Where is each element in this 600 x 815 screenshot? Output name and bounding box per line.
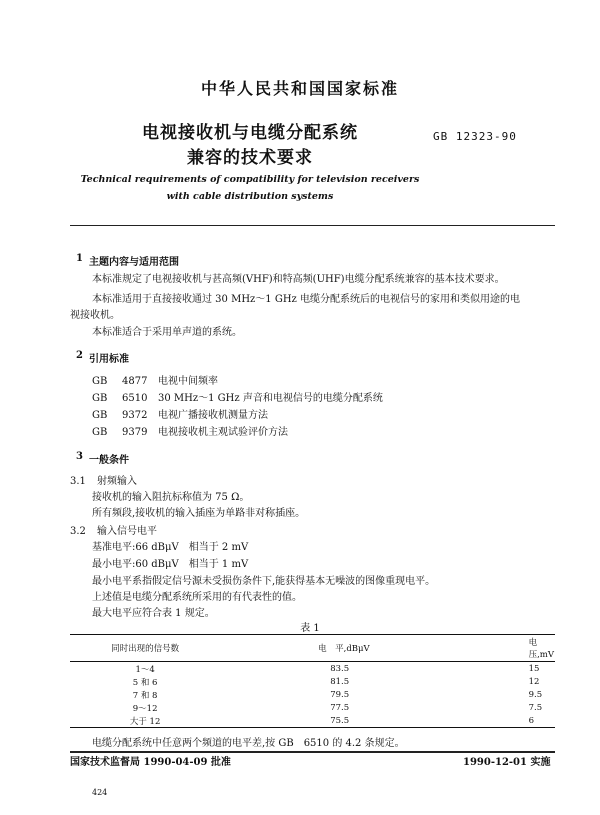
section-3-2-line-1: 基准电平:66 dBμV 相当于 2 mV [92,542,249,553]
section-3-2-line-3: 最小电平系指假定信号源未受损伤条件下,能获得基本无噪波的图像重现电平。 [92,576,436,587]
section-1-title: 主题内容与适用范围 [89,257,179,268]
section-1-number: 1 [76,253,83,264]
table-cell: 12 [528,676,540,687]
table-cell: 6 [469,714,555,728]
reference-item: GB 6510 30 MHz～1 GHz 声音和电视信号的电缆分配系统 [92,393,383,404]
section-3-1-line-1: 接收机的输入阻抗标称值为 75 Ω。 [92,492,250,503]
english-title-line-2: with cable distribution systems [166,191,334,202]
section-1-para-2-line-2: 视接收机。 [70,310,120,321]
section-3-2-line-4: 上述值是电缆分配系统所采用的有代表性的值。 [92,592,302,603]
standard-number: GB 12323-90 [433,130,517,143]
table-cell: 5 和 6 [132,677,158,688]
section-2-number: 2 [76,350,83,361]
title-line-2: 兼容的技术要求 [187,148,313,168]
table-cell: 7 和 8 [132,690,158,701]
effective-date: 1990-12-01 实施 [463,757,551,768]
section-3-1-title: 射频输入 [97,476,137,487]
section-3-title: 一般条件 [89,455,129,466]
table-row [70,662,555,676]
table-1 [70,634,555,728]
section-3-2-line-5: 最大电平应符合表 1 规定。 [92,608,215,619]
page-number: 424 [92,788,108,797]
section-3-1-line-2: 所有频段,接收机的输入插座为单路非对称插座。 [92,508,306,519]
after-table-note: 电缆分配系统中任意两个频道的电平差,按 GB 6510 的 4.2 条规定。 [92,738,405,749]
table-row [70,675,555,688]
table-caption: 表 1 [300,623,320,634]
table-cell: 9.5 [528,689,543,700]
section-1-para-3: 本标准适合于采用单声道的系统。 [92,327,242,338]
table-cell: 83.5 [330,663,350,674]
table-header-cell: 电 压,mV [469,635,555,662]
reference-item: GB 4877 电视中间频率 [92,376,218,387]
table-cell: 75.5 [220,714,468,728]
approval-date: 国家技术监督局 1990-04-09 批准 [70,757,231,768]
table-header-cell: 电 平,dBμV [220,635,468,662]
table-cell: 79.5 [330,689,350,700]
table-row [70,688,555,701]
section-2-title: 引用标准 [89,354,129,365]
table-cell: 7.5 [528,702,543,713]
section-3-1-number: 3.1 [70,476,86,487]
section-3-2-line-2: 最小电平:60 dBμV 相当于 1 mV [92,559,249,570]
table-cell: 9～12 [132,703,158,714]
reference-item: GB 9379 电视接收机主观试验评价方法 [92,427,288,438]
title-line-1: 电视接收机与电缆分配系统 [142,123,358,143]
section-1-para-1: 本标准规定了电视接收机与甚高频(VHF)和特高频(UHF)电缆分配系统兼容的基本技术要求。 [92,274,505,285]
table-header-row [70,635,555,662]
table-cell: 大于 12 [70,714,220,728]
table-cell: 77.5 [330,702,350,713]
table-cell: 1～4 [135,664,155,675]
table-cell: 81.5 [330,676,350,687]
section-1-para-2-line-1: 本标准适用于直接接收通过 30 MHz～1 GHz 电缆分配系统后的电视信号的家用和类似用途的电 [92,294,521,305]
header-divider [70,225,555,226]
section-3-2-number: 3.2 [70,526,86,537]
national-standard-heading: 中华人民共和国国家标准 [200,79,399,98]
table-header-cell: 同时出现的信号数 [70,635,220,662]
section-3-2-title: 输入信号电平 [97,526,157,537]
english-title-line-1: Technical requirements of compatibility for television receivers [80,174,420,185]
section-3-number: 3 [76,451,83,462]
reference-item: GB 9372 电视广播接收机测量方法 [92,410,268,421]
table-row [70,701,555,714]
table-cell: 15 [528,663,540,674]
table-row [70,714,555,728]
